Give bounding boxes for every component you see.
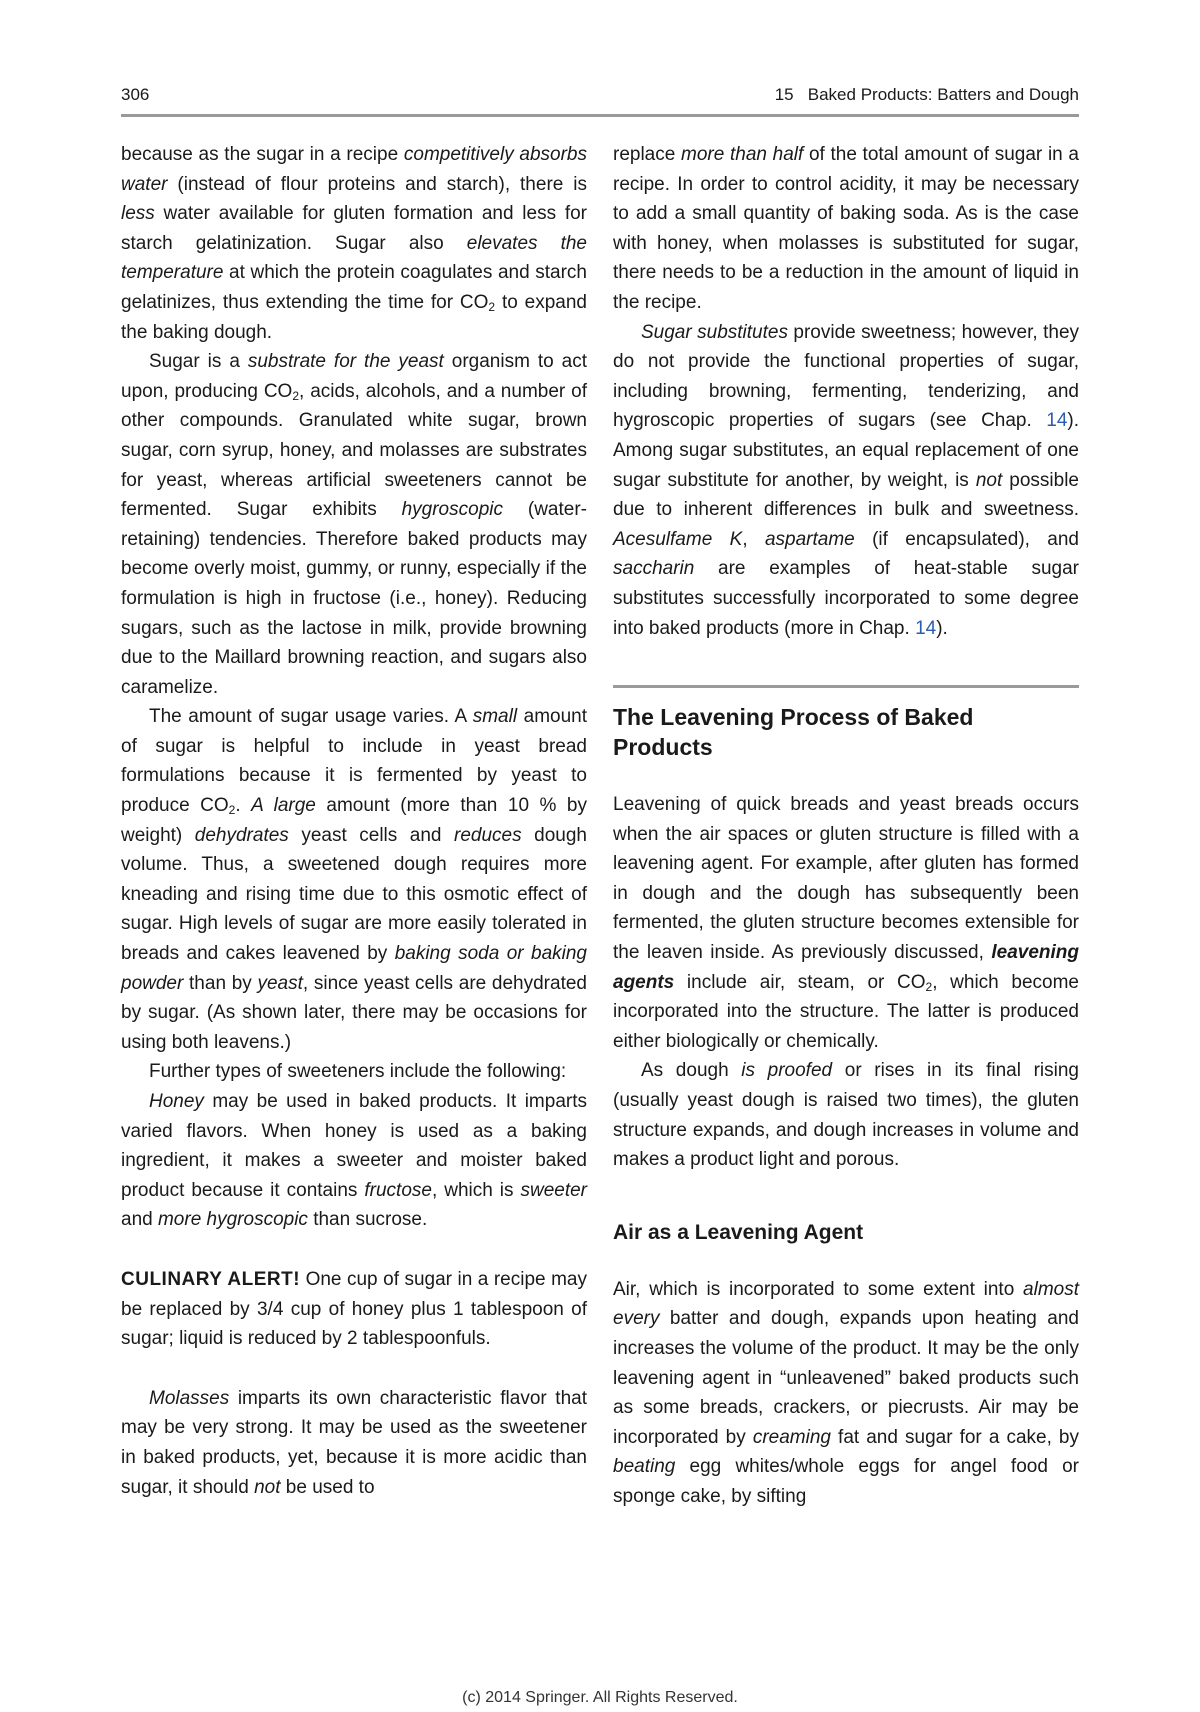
subsection-heading: Air as a Leavening Agent xyxy=(613,1220,864,1244)
section-heading: The Leavening Process of Baked Products xyxy=(613,704,974,761)
copyright-footer: (c) 2014 Springer. All Rights Reserved. xyxy=(462,1689,738,1706)
header-rule xyxy=(121,114,1079,117)
section-rule xyxy=(613,685,1079,688)
paragraph: Honey may be used in baked products. It imparts varied flavors. When honey is used as a baking ingredient, it makes a sweeter and moister baked product because it contains fructose, which is sweeter and more hygroscopic than sucrose. xyxy=(121,1091,587,1231)
paragraph: because as the sugar in a recipe competitively absorbs water (instead of flour proteins and starch), there is less water available for gluten formation and less for starch gelatinization. Sugar also elevates the temperature at which the protein coagulates and starch gelatinizes, thus extending the time for $CO_2$ to expand the baking dough. xyxy=(121,144,587,343)
paragraph: As dough is proofed or rises in its final rising (usually yeast dough is raised two times), the gluten structure expands, and dough increases in volume and makes a product light and porous. xyxy=(613,1060,1079,1171)
chapter-link[interactable]: 14 xyxy=(915,617,937,639)
culinary-alert: CULINARY ALERT! One cup of sugar in a recipe may be replaced by 3/4 cup of honey plus 1 tablespoon of sugar; liquid is reduced by 2 tablespoonfuls. xyxy=(121,1268,588,1350)
left-column xyxy=(121,140,587,1502)
paragraph: Further types of sweeteners include the following: xyxy=(149,1061,567,1083)
paragraph: Sugar substitutes provide sweetness; however, they do not provide the functional properties of sugar, including browning, fermenting, tenderizing, and hygroscopic properties of sugars (see Chap. 14). Among sugar substitutes, an equal replacement of one sugar substitute for another, by weight, is not possible due to inherent differences in bulk and sweetness. Acesulfame K, aspartame (if encapsulated), and saccharin are examples of heat-stable sugar substitutes successfully incorporated to some degree into baked products (more in Chap. 14). xyxy=(613,321,1080,639)
right-column xyxy=(613,140,1079,1512)
paragraph: Leavening of quick breads and yeast breads occurs when the air spaces or gluten structure is filled with a leavening agent. For example, after gluten has formed in dough and the dough has subsequently been fermented, the gluten structure becomes extensible for the leaven inside. As previously discussed, leavening agents include air, steam, or $CO_2$, which become incorporated into the structure. The latter is produced either biologically or chemically. xyxy=(613,794,1079,1052)
paragraph: replace more than half of the total amount of sugar in a recipe. In order to control acidity, it may be necessary to add a small quantity of baking soda. As is the case with honey, when molasses is substituted for sugar, there needs to be a reduction in the amount of liquid in the recipe. xyxy=(613,144,1079,313)
paragraph: The amount of sugar usage varies. A small amount of sugar is helpful to include in yeast bread formulations because it is fermented by yeast to produce $CO_2$. A large amount (more than 10 % by weight) dehydrates yeast cells and reduces dough volume. Thus, a sweetened dough requires more kneading and rising time due to this osmotic effect of sugar. High levels of sugar are more easily tolerated in breads and cakes leavened by baking soda or baking powder than by yeast, since yeast cells are dehydrated by sugar. (As shown later, there may be occasions for using both leavens.) xyxy=(121,706,587,1053)
page-number: 306 xyxy=(121,85,150,104)
culinary-alert-label: CULINARY ALERT! xyxy=(121,1268,301,1290)
chapter-link[interactable]: 14 xyxy=(1046,410,1068,432)
paragraph: Air, which is incorporated to some extent into almost every batter and dough, expands upon heating and increases the volume of the product. It may be the only leavening agent in “unleavened” baked products such as some breads, crackers, or piecrusts. Air may be incorporated by creaming fat and sugar for a cake, by beating egg whites/whole eggs for angel food or sponge cake, by sifting xyxy=(613,1278,1080,1507)
paragraph: Sugar is a substrate for the yeast organism to act upon, producing $CO_2$, acids, alcohols, and a number of other compounds. Granulated white sugar, brown sugar, corn syrup, honey, and molasses are substrates for yeast, whereas artificial sweeteners cannot be fermented. Sugar exhibits hygroscopic (water-retaining) tendencies. Therefore baked products may become overly moist, gummy, or runny, especially if the formulation is high in fructose (i.e., honey). Reducing sugars, such as the lactose in milk, provide browning due to the Maillard browning reaction, and sugars also caramelize. xyxy=(121,351,587,698)
running-header xyxy=(121,84,1079,110)
paragraph: Molasses imparts its own characteristic flavor that may be very strong. It may be used as the sweetener in baked products, yet, because it is more acidic than sugar, it should not be used to xyxy=(121,1387,587,1498)
chapter-title: 15 Baked Products: Batters and Dough xyxy=(774,85,1079,104)
